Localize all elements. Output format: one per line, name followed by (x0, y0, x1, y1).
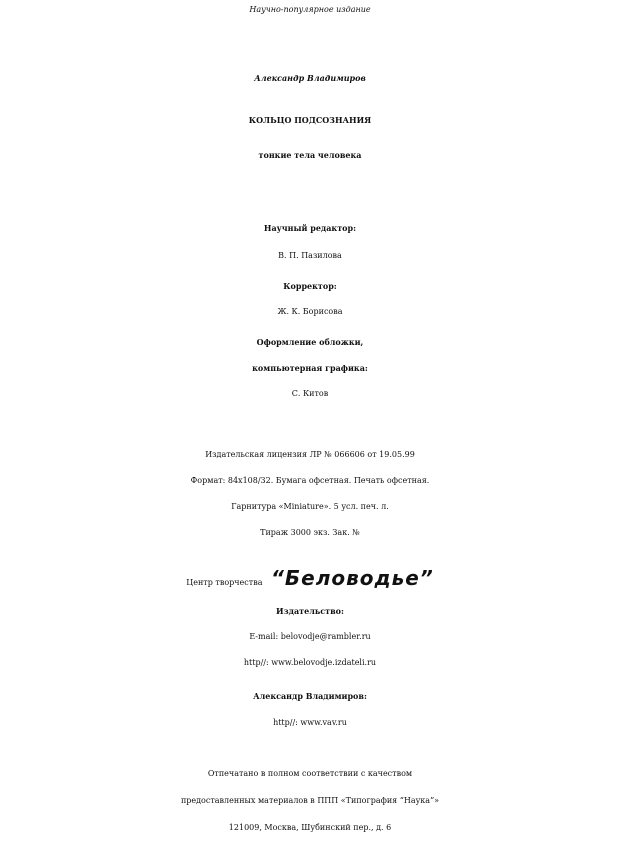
publisher-email: E-mail: belovodje@rambler.ru (249, 632, 371, 641)
design-label-line2: компьютерная графика: (252, 363, 368, 373)
series-label: Научно-популярное издание (249, 5, 371, 14)
license-line: Издательская лицензия ЛР № 066606 от 19.05.99 (205, 450, 415, 459)
format-line: Формат: 84х108/32. Бумага офсетная. Печать офсетная. (190, 476, 430, 485)
center-line (0, 568, 620, 588)
printing-line2: предоставленных материалов в ППП «Типография “Наука”» (180, 796, 440, 805)
design-label-line1: Оформление обложки, (256, 337, 364, 347)
author-contact-label: Александр Владимиров: (253, 691, 367, 701)
sci-editor-name: В. П. Пазилова (278, 251, 342, 260)
publisher-label: Издательство: (276, 606, 344, 616)
printing-line3: 121009, Москва, Шубинский пер., д. 6 (228, 823, 392, 832)
proofreader-name: Ж. К. Борисова (277, 307, 343, 316)
typeface-line: Гарнитура «Miniature». 5 усл. печ. л. (231, 502, 389, 511)
book-title: КОЛЬЦО ПОДСОЗНАНИЯ (248, 115, 372, 125)
printing-line1: Отпечатано в полном соответствии с качеством (207, 769, 413, 778)
print-run-line: Тираж 3000 экз. Зак. № (260, 528, 360, 537)
author-name: Александр Владимиров (254, 73, 366, 83)
belovodye-logo: “Беловодье” (271, 566, 434, 590)
book-subtitle: тонкие тела человека (258, 150, 362, 160)
proofreader-label: Корректор: (283, 281, 337, 291)
sci-editor-label: Научный редактор: (263, 223, 357, 233)
center-label: Центр творчества (186, 578, 263, 587)
author-contact-site: http//: www.vav.ru (273, 718, 347, 727)
design-name: С. Китов (291, 389, 329, 398)
publisher-site: http//: www.belovodje.izdateli.ru (243, 658, 377, 667)
